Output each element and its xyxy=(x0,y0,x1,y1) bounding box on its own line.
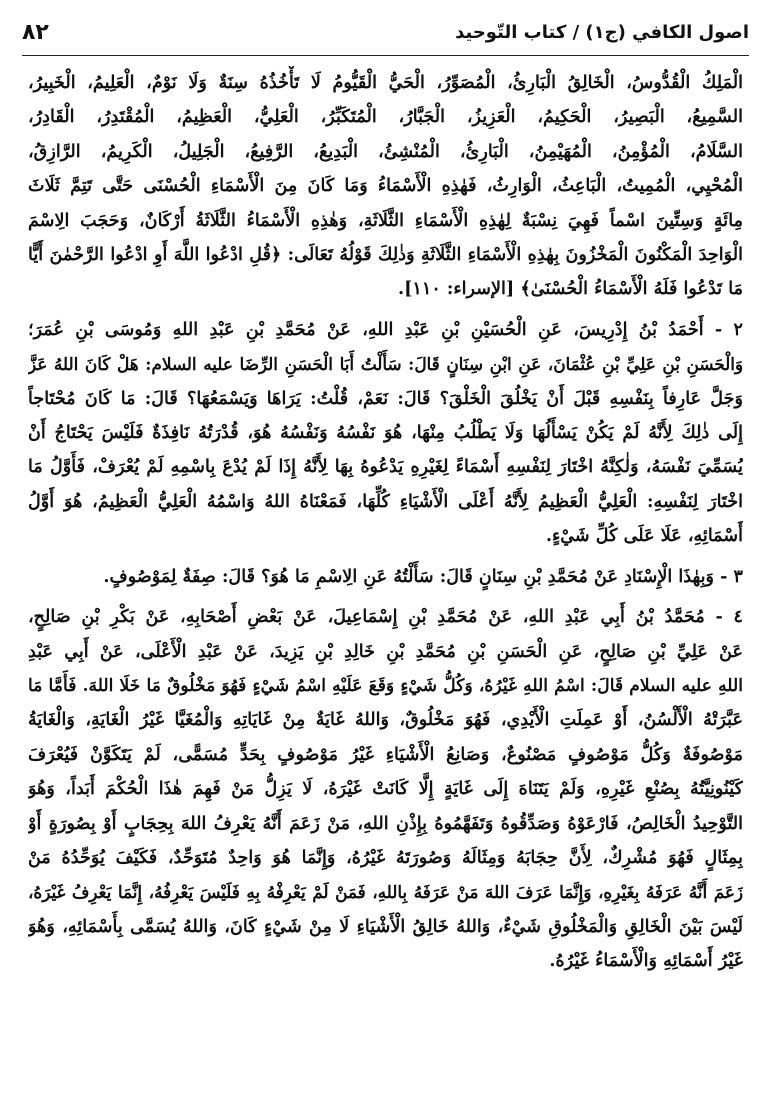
running-title: اصول الكافي (ج١) / كتاب التّوحيد xyxy=(455,21,749,43)
text-line: اخْتَارَ لِنَفْسِهِ: الْعَلِيُّ الْعَظِيمُ لِأَنَّهُ أَعْلَى الْأَشْيَاءِ كُلِّهَا، فَمَعْنَاهُ اللهُ وَاسْمُهُ الْعَلِيُّ الْعَظِيمُ، هُوَ أَوَّلُ xyxy=(28,490,743,512)
text-line: السَّمِيعُ، الْبَصِيرُ، الْحَكِيمُ، الْعَزِيزُ، الْجَبَّارُ، الْمُتَكَبِّرُ، الْعَلِيُّ، الْعَظِيمُ، الْمُقْتَدِرُ، الْقَادِرُ، xyxy=(28,106,743,128)
text-line: الْمُحْيِي، الْمُمِيتُ، الْبَاعِثُ، الْوَارِثُ، فَهٰذِهِ الْأَسْمَاءُ وَمَا كَانَ مِنَ الْأَسْمَاءِ الْحُسْنَى حَتَّى تَتِمَّ ثَلَاثَ xyxy=(28,175,743,197)
hadith-3 xyxy=(28,560,743,594)
text-line: ٣ - وَبِهٰذَا الْإِسْنَادِ عَنْ مُحَمَّدِ بْنِ سِنَانٍ قَالَ: سَأَلْتُهُ عَنِ الِاسْمِ مَا هُوَ؟ قَالَ: صِفَةٌ لِمَوْصُوفٍ. xyxy=(103,565,743,587)
text-line: مَا تَدْعُوا فَلَهُ الْأَسْمَاءُ الْحُسْنَىٰ﴾ [الإسراء: ١١٠]. xyxy=(397,278,743,300)
text-line: اللهِ عليه السلام قَالَ: اسْمُ اللهِ غَيْرُهُ، وَكُلُّ شَيْءٍ وَقَعَ عَلَيْهِ اسْمُ شَيْءٍ فَهُوَ مَخْلُوقٌ مَا خَلَا اللهَ. فَأَمَّا مَا xyxy=(28,675,743,696)
text-line: لَيْسَ بَيْنَ الْخَالِقِ وَالْمَخْلُوقِ شَيْءٌ، وَاللهُ خَالِقُ الْأَشْيَاءِ لَا مِنْ شَيْءٍ كَانَ، وَاللهُ يُسَمَّى بِأَسْمَائِهِ، وَهُوَ xyxy=(28,915,743,937)
text-line: إِلَى ذٰلِكَ لِأَنَّهُ لَمْ يَكُنْ يَسْأَلُهَا وَلَا يَطْلُبُ مِنْهَا، هُوَ نَفْسُهُ وَنَفْسُهُ هُوَ، قُدْرَتُهُ نَافِذَةٌ فَلَيْسَ يَحْتَاجُ أَنْ xyxy=(28,422,743,444)
text-line: ٢ - أَحْمَدُ بْنُ إِدْرِيسَ، عَنِ الْحُسَيْنِ بْنِ عَبْدِ اللهِ، عَنْ مُحَمَّدِ بْنِ عَبْدِ اللهِ وَمُوسَى بْنِ عُمَرَ؛ xyxy=(28,318,743,340)
hadith-2 xyxy=(28,313,743,554)
header-rule xyxy=(22,55,749,56)
page-body xyxy=(28,66,743,1109)
text-line: زَعَمَ أَنَّهُ عَرَفَهُ بِغَيْرِهِ، وَإِنَّمَا عَرَفَ اللهَ مَنْ عَرَفَهُ بِاللهِ، فَمَنْ لَمْ يَعْرِفْهُ بِهِ فَلَيْسَ يَعْرِفُهُ، إِنَّمَا يَعْرِفُ غَيْرَهُ، xyxy=(28,882,743,903)
text-line: عَنْ عَلِيِّ بْنِ صَالِحٍ، عَنِ الْحَسَنِ بْنِ مُحَمَّدِ بْنِ خَالِدِ بْنِ يَزِيدَ، عَنْ عَبْدِ الْأَعْلَى، عَنْ أَبِي عَبْدِ xyxy=(28,640,743,662)
text-line: مَوْصُوفَةٌ وَكُلُّ مَوْصُوفٍ مَصْنُوعٌ، وَصَانِعُ الْأَشْيَاءِ غَيْرُ مَوْصُوفٍ بِحَدٍّ مُسَمًّى، لَمْ يَتَكَوَّنْ فَيُعْرَفَ xyxy=(28,743,743,765)
text-line: عَبَّرَتْهُ الْأَلْسُنُ، أَوْ عَمِلَتِ الْأَيْدِي، فَهُوَ مَخْلُوقٌ، وَاللهُ غَايَةٌ مِنْ غَايَاتِهِ وَالْمُغَيَّا غَيْرُ الْغَايَةِ، وَالْغَايَةُ xyxy=(28,709,743,731)
paragraph-continuation xyxy=(28,66,743,307)
text-line: السَّلَامُ، الْمُؤْمِنُ، الْمُهَيْمِنُ، الْبَارِئُ، الْمُنْشِئُ، الْبَدِيعُ، الرَّفِيعُ، الْجَلِيلُ، الْكَرِيمُ، الرَّازِقُ، xyxy=(28,140,743,162)
page-number: ٨٢ xyxy=(22,19,49,45)
text-line: مِائَةٍ وَسِتِّينَ اسْماً فَهِيَ نِسْبَةٌ لِهٰذِهِ الْأَسْمَاءِ الثَّلَاثَةِ، وَهٰذِهِ الْأَسْمَاءُ الثَّلَاثَةُ أَرْكَانٌ، وَحَجَبَ الِاسْمَ xyxy=(28,209,743,231)
text-line: التَّوْحِيدُ الْخَالِصُ، فَارْعَوْهُ وَصَدِّقُوهُ وَتَفَهَّمُوهُ بِإِذْنِ اللهِ، مَنْ زَعَمَ أَنَّهُ يَعْرِفُ اللهَ بِحِجَابٍ أَوْ بِصُورَةٍ أَوْ xyxy=(28,812,743,834)
text-line: الْوَاحِدَ الْمَكْنُونَ الْمَخْزُونَ بِهٰذِهِ الْأَسْمَاءِ الثَّلَاثَةِ وَذٰلِكَ قَوْلُهُ تَعَالَى: ﴿قُلِ ادْعُوا اللَّهَ أَوِ ادْعُوا الرَّحْمٰنَ أَيًّا xyxy=(28,244,743,266)
text-line: بِمِثَالٍ فَهُوَ مُشْرِكٌ، لِأَنَّ حِجَابَهُ وَمِثَالَهُ وَصُورَتَهُ غَيْرُهُ، وَإِنَّمَا هُوَ وَاحِدٌ مُتَوَحِّدٌ، فَكَيْفَ يُوَحِّدُهُ مَنْ xyxy=(28,846,743,868)
text-line: أَسْمَائِهِ، عَلَا عَلَى كُلِّ شَيْءٍ. xyxy=(545,525,743,547)
hadith-4 xyxy=(28,600,743,978)
text-line: وَالْحَسَنِ بْنِ عَلِيِّ بْنِ عُثْمَانَ، عَنِ ابْنِ سِنَانٍ قَالَ: سَأَلْتُ أَبَا الْحَسَنِ الرِّضَا عليه السلام: هَلْ كَانَ اللهُ عَزَّ xyxy=(28,354,743,375)
text-line: يُسَمِّيَ نَفْسَهُ، وَلٰكِنَّهُ اخْتَارَ لِنَفْسِهِ أَسْمَاءً لِغَيْرِهِ يَدْعُوهُ بِهَا لِأَنَّهُ إِذَا لَمْ يُدْعَ بِاسْمِهِ لَمْ يُعْرَفْ، فَأَوَّلُ مَا xyxy=(28,456,743,478)
page-header xyxy=(22,10,749,54)
text-line: الْمَلِكُ الْقُدُّوسُ، الْخَالِقُ الْبَارِئُ، الْمُصَوِّرُ، الْحَيُّ الْقَيُّومُ لَا تَأْخُذُهُ سِنَةٌ وَلَا نَوْمٌ، الْعَلِيمُ، الْخَبِيرُ، xyxy=(28,72,743,93)
text-line: ٤ - مُحَمَّدُ بْنُ أَبِي عَبْدِ اللهِ، عَنْ مُحَمَّدِ بْنِ إِسْمَاعِيلَ، عَنْ بَعْضِ أَصْحَابِهِ، عَنْ بَكْرِ بْنِ صَالِحٍ، xyxy=(28,606,743,628)
text-line: وَجَلَّ عَارِفاً بِنَفْسِهِ قَبْلَ أَنْ يَخْلُقَ الْخَلْقَ؟ قَالَ: نَعَمْ، قُلْتُ: يَرَاهَا وَيَسْمَعُهَا؟ قَالَ: مَا كَانَ مُحْتَاجاً xyxy=(28,387,743,409)
text-line: غَيْرُ أَسْمَائِهِ وَالْأَسْمَاءُ غَيْرُهُ. xyxy=(549,950,743,972)
text-line: كَيْنُونِيَّتُهُ بِصُنْعِ غَيْرِهِ، وَلَمْ يَتَنَاهَ إِلَى غَايَةٍ إِلَّا كَانَتْ غَيْرَهُ، لَا يَزِلُّ مَنْ فَهِمَ هٰذَا الْحُكْمَ أَبَداً، وَهُوَ xyxy=(28,778,743,800)
